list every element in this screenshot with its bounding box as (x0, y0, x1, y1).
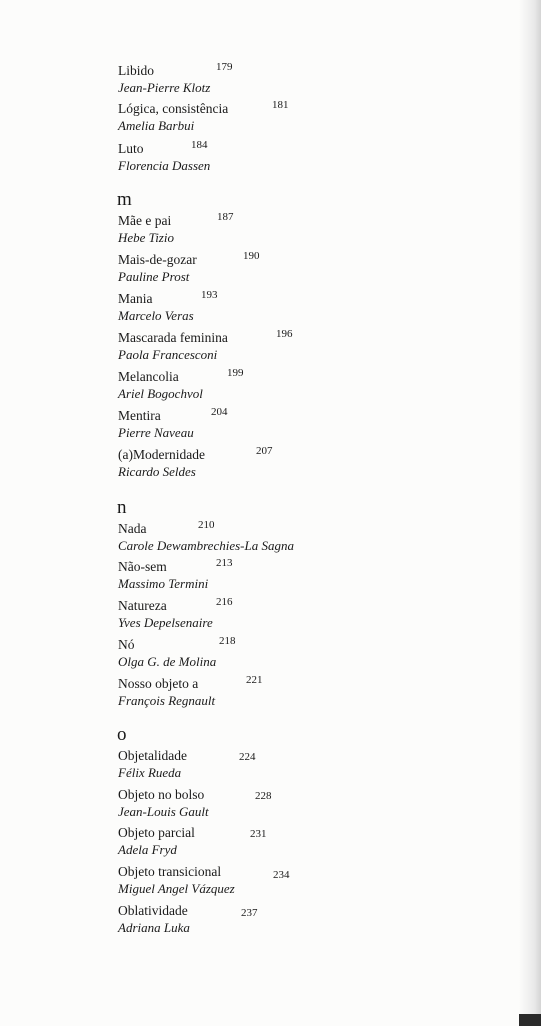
entry-author: Carole Dewambrechies-La Sagna (118, 538, 294, 553)
entry-author: Jean-Louis Gault (118, 804, 209, 819)
entry-author: Pierre Naveau (118, 425, 194, 440)
index-entry (118, 902, 358, 936)
entry-term: Objeto no bolso (118, 787, 205, 802)
entry-author: Félix Rueda (118, 765, 182, 780)
entry-page-number: 216 (216, 596, 233, 608)
index-entry (118, 863, 358, 897)
entry-author: Adriana Luka (118, 920, 190, 935)
entry-author: Adela Fryd (118, 842, 177, 857)
entry-author: Paola Francesconi (118, 347, 218, 362)
section-letter-o: o (117, 724, 127, 745)
index-entry (118, 558, 358, 592)
index-entry (118, 636, 358, 670)
entry-author: Yves Depelsenaire (118, 615, 213, 630)
entry-page-number: 190 (243, 250, 260, 262)
index-entry (118, 407, 358, 441)
entry-author: Florencia Dassen (118, 158, 211, 173)
entry-term: Objetalidade (118, 748, 187, 763)
corner-mark (519, 1014, 541, 1026)
entry-term: Libido (118, 63, 154, 78)
entry-page-number: 221 (246, 674, 263, 686)
entry-term: Lógica, consistência (118, 101, 229, 116)
entry-term: Não-sem (118, 559, 167, 574)
entry-page-number: 187 (217, 211, 234, 223)
entry-page-number: 210 (198, 519, 215, 531)
entry-page-number: 207 (256, 445, 273, 457)
entry-author: Ariel Bogochvol (118, 386, 203, 401)
entry-author: Miguel Angel Vázquez (118, 881, 235, 896)
entry-page-number: 213 (216, 557, 233, 569)
entry-term: Melancolia (118, 369, 179, 384)
entry-page-number: 224 (239, 751, 256, 763)
index-entry (118, 100, 358, 134)
section-letter-n: n (117, 497, 127, 518)
index-entry (118, 520, 358, 554)
entry-term: Natureza (118, 598, 167, 613)
index-entry (118, 290, 358, 324)
entry-author: Ricardo Seldes (118, 464, 196, 479)
index-entry (118, 140, 358, 174)
entry-page-number: 181 (272, 99, 289, 111)
index-entry (118, 329, 358, 363)
section-letter-m: m (117, 189, 132, 210)
index-entry (118, 824, 358, 858)
index-entry (118, 675, 358, 709)
entry-term: Nó (118, 637, 135, 652)
entry-author: Olga G. de Molina (118, 654, 217, 669)
entry-term: Mãe e pai (118, 213, 172, 228)
index-entry (118, 446, 358, 480)
entry-page-number: 231 (250, 828, 267, 840)
entry-author: François Regnault (118, 693, 216, 708)
entry-page-number: 218 (219, 635, 236, 647)
entry-term: Nosso objeto a (118, 676, 199, 691)
page-edge-shadow (519, 0, 541, 1026)
entry-term: Oblatividade (118, 903, 188, 918)
entry-author: Marcelo Veras (118, 308, 194, 323)
entry-author: Pauline Prost (118, 269, 190, 284)
entry-term: Mascarada feminina (118, 330, 228, 345)
entry-author: Amelia Barbui (118, 118, 195, 133)
index-entry (118, 786, 358, 820)
entry-term: Objeto transicional (118, 864, 222, 879)
index-entry (118, 251, 358, 285)
index-entry (118, 597, 358, 631)
entry-term: Nada (118, 521, 147, 536)
entry-author: Hebe Tizio (118, 230, 174, 245)
index-entry (118, 212, 358, 246)
entry-page-number: 179 (216, 61, 233, 73)
entry-page-number: 193 (201, 289, 218, 301)
index-entry (118, 62, 358, 96)
entry-term: Mentira (118, 408, 161, 423)
index-entry (118, 747, 358, 781)
entry-term: Luto (118, 141, 144, 156)
entry-page-number: 237 (241, 907, 258, 919)
entry-page-number: 228 (255, 790, 272, 802)
entry-page-number: 184 (191, 139, 208, 151)
entry-page-number: 196 (276, 328, 293, 340)
index-entry (118, 368, 358, 402)
entry-term: Mania (118, 291, 153, 306)
entry-page-number: 204 (211, 406, 228, 418)
entry-author: Massimo Termini (118, 576, 209, 591)
entry-page-number: 234 (273, 869, 290, 881)
entry-page-number: 199 (227, 367, 244, 379)
entry-author: Jean-Pierre Klotz (118, 80, 211, 95)
entry-term: (a)Modernidade (118, 447, 205, 462)
entry-term: Mais-de-gozar (118, 252, 197, 267)
entry-term: Objeto parcial (118, 825, 195, 840)
